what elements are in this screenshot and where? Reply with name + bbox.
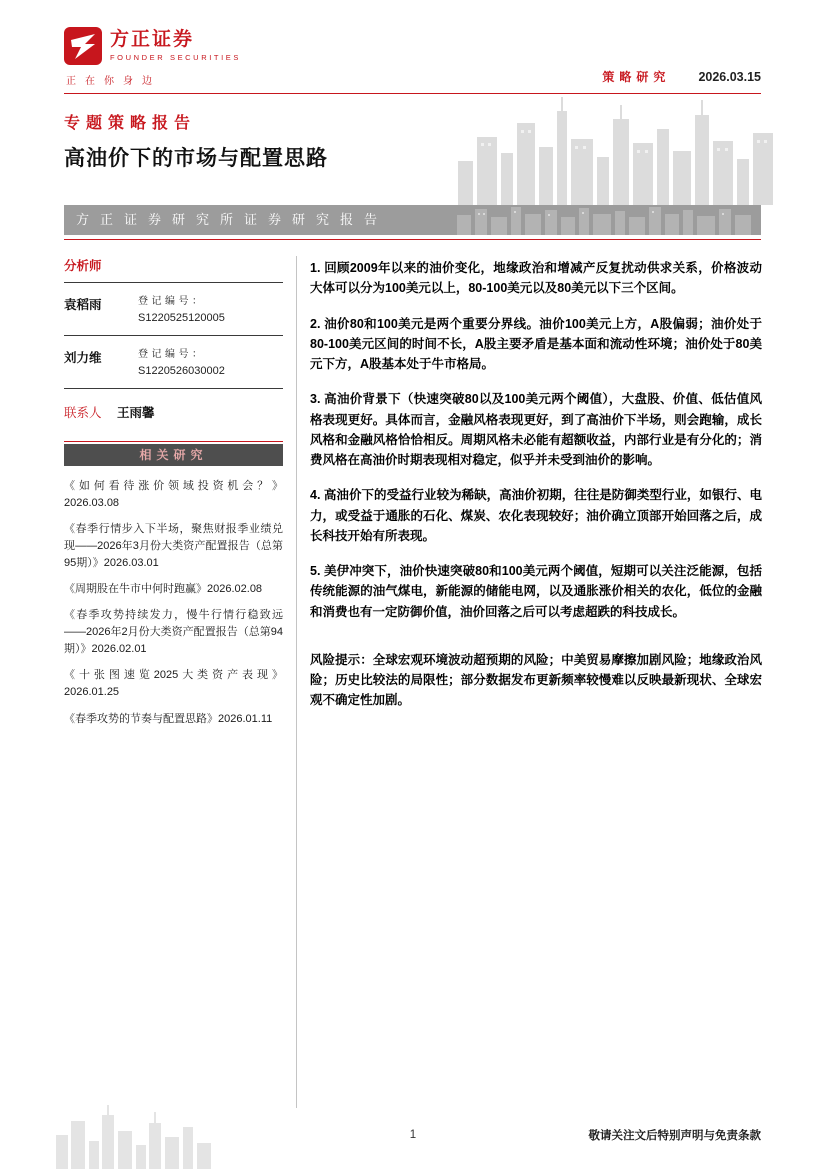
contact-name: 王雨馨 — [117, 406, 155, 420]
footer-disclaimer: 敬请关注文后特别声明与免责条款 — [588, 1130, 761, 1142]
content-divider — [296, 256, 297, 1108]
main-content — [310, 258, 762, 726]
registration-number: S1220526030002 — [138, 365, 225, 377]
research-banner-text: 方正证券研究所证券研究报告 — [76, 212, 389, 227]
analyst-section-label: 分析师 — [64, 259, 102, 273]
analyst-table — [64, 282, 283, 389]
page-title: 高油价下的市场与配置思路 — [64, 147, 328, 170]
related-item: 《春季攻势的节奏与配置思路》2026.01.11 — [64, 712, 273, 725]
research-banner — [64, 205, 761, 235]
banner-divider — [64, 239, 761, 240]
registration-label: 登记编号： — [138, 296, 206, 307]
brand-text — [110, 30, 241, 62]
brand-tagline: 正在你身边 — [66, 76, 161, 87]
contact-line — [64, 403, 283, 421]
brand-logo — [64, 27, 241, 65]
related-item: 《周期股在牛市中何时跑赢》2026.02.08 — [64, 583, 263, 596]
registration-label: 登记编号： — [138, 349, 206, 360]
brand-subtitle: FOUNDER SECURITIES — [110, 52, 241, 62]
header-right — [602, 68, 761, 85]
analyst-name: 刘力维 — [64, 351, 102, 365]
analyst-name: 袁稻雨 — [64, 298, 102, 312]
related-item: 《春季行情步入下半场，聚焦财报季业绩兑现——2026年3月份大类资产配置报告（总第95期）》2026.03.01 — [64, 523, 283, 570]
analyst-row — [64, 336, 283, 389]
header-divider — [64, 93, 761, 94]
analyst-row — [64, 283, 283, 336]
summary-paragraph: 1. 回顾2009年以来的油价变化，地缘政治和增减产反复扰动供求关系，价格波动大体可以分为100美元以上，80-100美元以及80美元以下三个区间。 — [310, 261, 762, 296]
footer-page-number: 1 — [409, 1129, 417, 1141]
summary-paragraph: 3. 高油价背景下（快速突破80以及100美元两个阈值），大盘股、价值、低估值风格表现更好。具体而言，金融风格表现更好，到了高油价下半场，则会跑输，成长风格和金融风格恰恰相反。周期风格未必能有超额收益，内部行业是有分化的；消费风格在高油价时期表现相对稳定，似乎并未受到油价的影响。 — [310, 392, 762, 467]
related-research-list — [64, 478, 283, 728]
skyline-bottom-icon — [56, 1105, 216, 1169]
report-type-title: 专题策略报告 — [64, 115, 197, 132]
related-research-header: 相关研究 — [64, 444, 283, 466]
registration-number: S1220525120005 — [138, 312, 225, 324]
summary-paragraph: 5. 美伊冲突下，油价快速突破80和100美元两个阈值，短期可以关注泛能源，包括传统能源的油气煤电，新能源的储能电网，以及通胀涨价相关的农化，低位的金融和消费也有一定防御价值，油价回落之后可以考虑超跌的科技成长。 — [310, 564, 762, 619]
summary-paragraph: 2. 油价80和100美元是两个重要分界线。油价100美元上方，A股偏弱；油价处于80-100美元区间的时间不长，A股主要矛盾是基本面和流动性环境；油价处于80美元下方，A股基本处于牛市格局。 — [310, 316, 762, 371]
contact-label: 联系人 — [64, 406, 102, 420]
risk-note: 风险提示：全球宏观环境波动超预期的风险；中美贸易摩擦加剧风险；地缘政治风险；历史比较法的局限性；部分数据发布更新频率较慢难以反映最新现状、全球宏观不确定性加剧。 — [310, 652, 762, 708]
report-date: 2026.03.15 — [698, 70, 761, 84]
summary-paragraph: 4. 高油价下的受益行业较为稀缺，高油价初期，往往是防御类型行业，如银行、电力，或受益于通胀的石化、煤炭、农化表现较好；油价确立顶部开始回落之后，成长科技开始有所表现。 — [310, 488, 762, 543]
related-item: 《春季攻势持续发力，慢牛行情行稳致远——2026年2月份大类资产配置报告（总第94期）》2026.02.01 — [64, 609, 283, 656]
report-category-label: 策略研究 — [602, 70, 671, 84]
related-divider — [64, 441, 283, 442]
analyst-registration — [138, 292, 283, 324]
analyst-registration — [138, 345, 283, 377]
sidebar — [64, 256, 283, 737]
founder-logo-icon — [64, 27, 102, 65]
related-item: 《十张图速览2025大类资产表现》2026.01.25 — [64, 669, 283, 699]
related-item: 《如何看待涨价领域投资机会？》2026.03.08 — [64, 480, 283, 510]
skyline-top-icon — [458, 97, 788, 205]
brand-name: 方正证券 — [110, 29, 195, 51]
